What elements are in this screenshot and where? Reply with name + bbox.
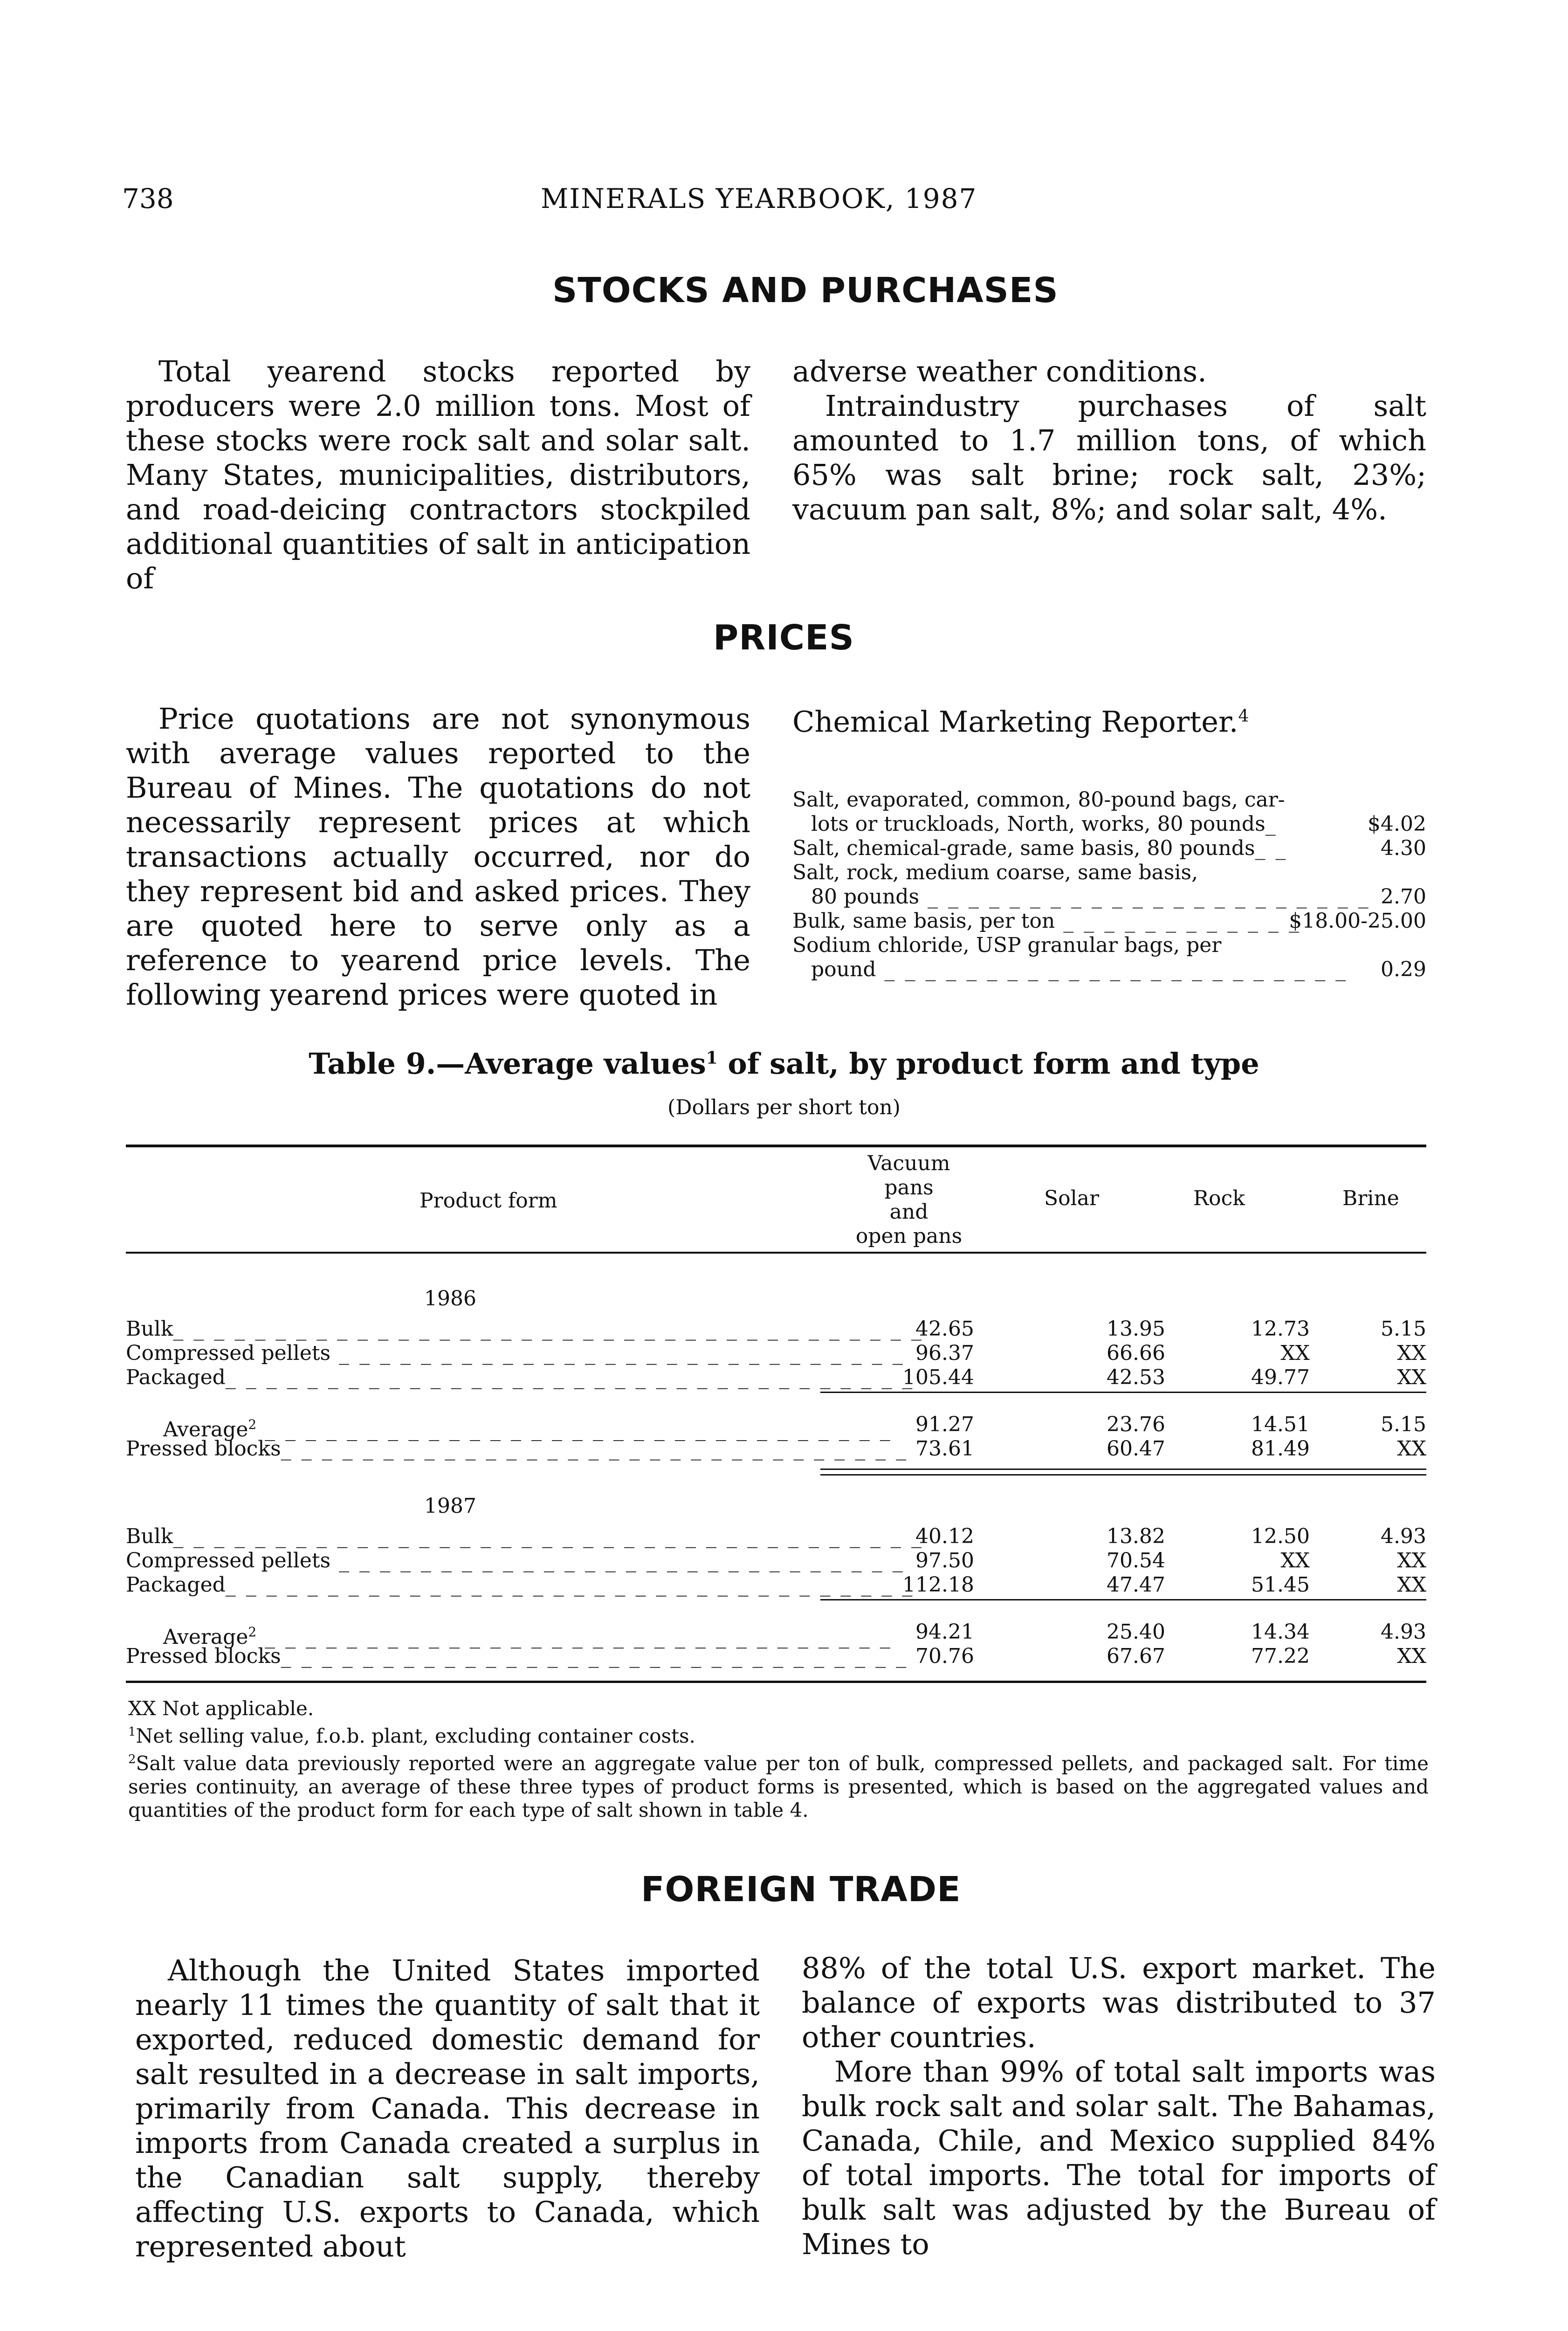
year-separator-rule-2	[820, 1474, 1426, 1476]
prices-source-note: 4	[1238, 707, 1249, 726]
table-bottom-rule	[126, 1681, 1426, 1683]
table-row: Bulk_ _ _ _ _ _ _ _ _ _ _ _ _ _ _ _ _ _ _ _ _ _ _ _ _ _ _ _ _ _ _ _ _ _ _ _ _ 42.65 13.95 12.73 5.15	[126, 1317, 1426, 1341]
price-item-1a: Salt, evaporated, common, 80-pound bags, car-	[792, 788, 1285, 812]
year-label: 1986	[424, 1287, 476, 1310]
prices-heading: PRICES	[713, 618, 854, 658]
footnote-1: $^1$Net selling value, f.o.b. plant, excluding container costs.	[128, 1724, 695, 1747]
stocks-heading: STOCKS AND PURCHASES	[552, 270, 1059, 310]
price-value: 4.30	[1381, 836, 1426, 860]
price-item-1b: lots or truckloads, North, works, 80 pounds_ $4.02	[811, 812, 1426, 836]
running-title: MINERALS YEARBOOK, 1987	[541, 183, 977, 214]
prices-para1: Price quotations are not synonymous with average values reported to the Bureau of Mines. The quotations do not necessarily represent prices at which transactions actually occurred, nor do they represent bid and asked prices. They are quoted here to serve only as a reference to yearend price levels. The following yearend prices were quoted in	[126, 702, 750, 1012]
prices-col1	[126, 702, 750, 1012]
price-item-5a: Sodium chloride, USP granular bags, per	[792, 933, 1222, 957]
year-block-1986-avg	[126, 1413, 1426, 1461]
footnote-2: $^2$Salt value data previously reported were an aggregate value per ton of bulk, compressed pellets, and packaged salt. For time series continuity, an average of these three types of product forms is presented, which is based on the aggregated values and quantities of the product form for each type of salt shown in table 4.	[128, 1752, 1429, 1821]
table-row: Compressed pellets _ _ _ _ _ _ _ _ _ _ _ _ _ _ _ _ _ _ _ _ _ _ _ _ _ _ _ _ 97.50 70.54 XX XX	[126, 1549, 1426, 1572]
table-row-average: Average$^2$ _ _ _ _ _ _ _ _ _ _ _ _ _ _ _ _ _ _ _ _ _ _ _ _ _ _ _ _ _ _ _ 91.27 23.76 14.51 5.15	[163, 1413, 1426, 1441]
price-item-3a: Salt, rock, medium coarse, same basis,	[792, 861, 1198, 884]
table-header-rule	[126, 1252, 1426, 1254]
price-item-5b: pound _ _ _ _ _ _ _ _ _ _ _ _ _ _ _ _ _ _ _ _ _ _ _ 0.29	[811, 958, 1426, 981]
table-row-pressed: Pressed blocks_ _ _ _ _ _ _ _ _ _ _ _ _ _ _ _ _ _ _ _ _ _ _ _ _ _ _ _ _ _ _ 70.76 67.67 77.22 XX	[126, 1644, 1426, 1668]
price-value: 0.29	[1381, 958, 1426, 981]
foreign-para2a: 88% of the total U.S. export market. The balance of exports was distributed to 37 other countries.	[802, 1951, 1436, 2054]
year-separator-rule	[820, 1469, 1426, 1470]
prices-source	[792, 699, 1426, 739]
foreign-para1: Although the United States imported nearly 11 times the quantity of salt that it exported, reduced domestic demand for salt resulted in a decrease in salt imports, primarily from Canada. This decrease in imports from Canada created a surplus in the Canadian salt supply, thereby affecting U.S. exports to Canada, which represented about	[135, 1953, 760, 2263]
subtotal-rule	[820, 1392, 1426, 1393]
year-block-1987-avg	[126, 1620, 1426, 1669]
subtotal-rule	[820, 1599, 1426, 1600]
foreign-col2	[802, 1951, 1436, 2262]
price-item-3b: 80 pounds _ _ _ _ _ _ _ _ _ _ _ _ _ _ _ _ _ _ _ _ _ _ 2.70	[811, 885, 1426, 909]
year-block-1986	[126, 1317, 1426, 1390]
price-value: $4.02	[1368, 812, 1426, 836]
price-item-2: Salt, chemical-grade, same basis, 80 pounds_ _ 4.30	[792, 836, 1426, 860]
col-header-brine: Brine	[1342, 1186, 1399, 1210]
table-row: Bulk_ _ _ _ _ _ _ _ _ _ _ _ _ _ _ _ _ _ _ _ _ _ _ _ _ _ _ _ _ _ _ _ _ _ _ _ _ 40.12 13.82 12.50 4.93	[126, 1524, 1426, 1548]
table-footnotes	[128, 1697, 1429, 1822]
stocks-para1: Total yearend stocks reported by producers were 2.0 million tons. Most of these stocks were rock salt and solar salt. Many States, municipalities, distributors, and road-deicing contractors stockpiled additional quantities of salt in anticipation of	[126, 354, 750, 595]
table-row-pressed: Pressed blocks_ _ _ _ _ _ _ _ _ _ _ _ _ _ _ _ _ _ _ _ _ _ _ _ _ _ _ _ _ _ _ 73.61 60.47 81.49 XX	[126, 1437, 1426, 1461]
col-header-vacuum: Vacuum pans and open pans	[855, 1152, 963, 1248]
table-row: Packaged_ _ _ _ _ _ _ _ _ _ _ _ _ _ _ _ _ _ _ _ _ _ _ _ _ _ _ _ _ _ _ _ _ _ 105.44 42.53 49.77 XX	[126, 1365, 1426, 1389]
stocks-para2b: Intraindustry purchases of salt amounted to 1.7 million tons, of which 65% was salt brine; rock salt, 23%; vacuum pan salt, 8%; and solar salt, 4%.	[792, 389, 1426, 526]
table-row: Compressed pellets _ _ _ _ _ _ _ _ _ _ _ _ _ _ _ _ _ _ _ _ _ _ _ _ _ _ _ _ 96.37 66.66 XX XX	[126, 1341, 1426, 1365]
year-label: 1987	[424, 1494, 476, 1518]
footnote-xx: XX Not applicable.	[128, 1697, 314, 1720]
foreign-para2b: More than 99% of total salt imports was bulk rock salt and solar salt. The Bahamas, Canada, Chile, and Mexico supplied 84% of total imports. The total for imports of bulk salt was adjusted by the Bureau of Mines to	[802, 2055, 1436, 2261]
col-header-solar: Solar	[1044, 1186, 1099, 1210]
foreign-col1	[135, 1953, 760, 2264]
col-header-product: Product form	[420, 1189, 557, 1213]
price-item-4: Bulk, same basis, per ton _ _ _ _ _ _ _ _ _ _ _ _ $18.00-25.00	[792, 909, 1426, 933]
stocks-para2a: adverse weather conditions.	[792, 354, 1207, 388]
price-list	[792, 788, 1426, 982]
col-header-rock: Rock	[1193, 1186, 1245, 1210]
table-row: Packaged_ _ _ _ _ _ _ _ _ _ _ _ _ _ _ _ _ _ _ _ _ _ _ _ _ _ _ _ _ _ _ _ _ _ 112.18 47.47 51.45 XX	[126, 1573, 1426, 1597]
foreign-heading: FOREIGN TRADE	[641, 1869, 961, 1910]
stocks-col2	[792, 354, 1426, 527]
year-block-1987	[126, 1524, 1426, 1597]
price-value: 2.70	[1381, 885, 1426, 909]
table9-subtitle: (Dollars per short ton)	[667, 1096, 901, 1119]
stocks-col1	[126, 354, 750, 596]
table9-title: Table 9.—Average values$^1$ of salt, by product form and type	[309, 1047, 1259, 1081]
table-top-rule	[126, 1145, 1426, 1147]
page-number: 738	[122, 183, 174, 214]
table-row-average: Average$^2$ _ _ _ _ _ _ _ _ _ _ _ _ _ _ _ _ _ _ _ _ _ _ _ _ _ _ _ _ _ _ _ 94.21 25.40 14.34 4.93	[163, 1620, 1426, 1649]
prices-source-text: Chemical Marketing Reporter.	[792, 704, 1238, 739]
price-value: $18.00-25.00	[1289, 909, 1426, 933]
